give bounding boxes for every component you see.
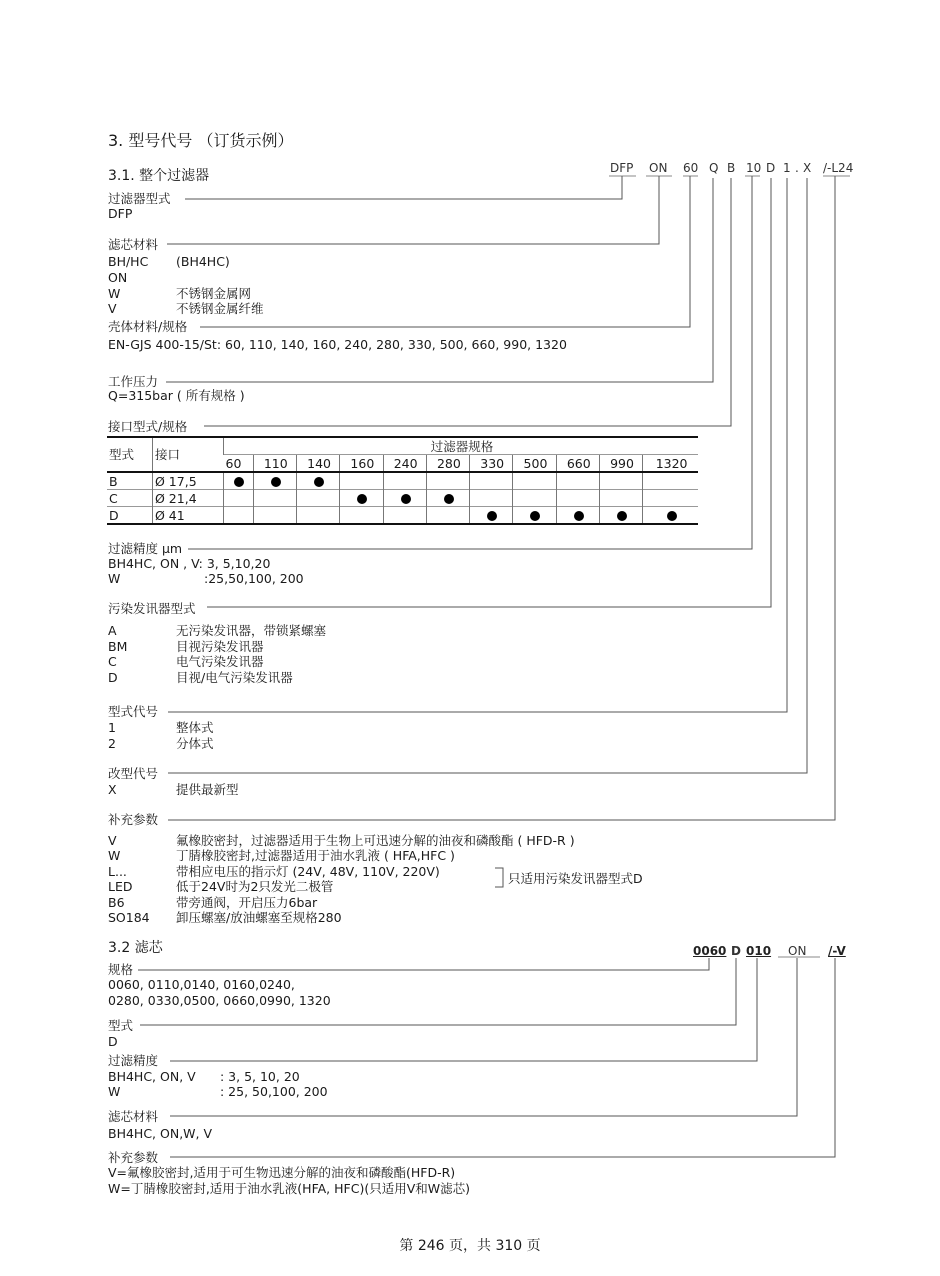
size-header: 110 — [253, 455, 296, 473]
value: 提供最新型 — [176, 782, 239, 797]
label: 滤芯材料 — [108, 237, 159, 252]
code-token: D — [766, 161, 776, 175]
value: :25,50,100, 200 — [204, 571, 304, 586]
label: 接口型式/规格 — [108, 419, 188, 434]
row-port: Ø 41 — [153, 507, 224, 525]
key: X — [108, 782, 117, 797]
value: : 3, 5, 10, 20 — [220, 1069, 300, 1084]
value: 不锈钢金属网 — [176, 286, 252, 301]
label: 补充参数 — [108, 812, 159, 827]
value: : 25, 50,100, 200 — [220, 1084, 328, 1099]
table-cell — [599, 507, 642, 525]
key: V — [108, 833, 117, 848]
table-cell — [340, 490, 383, 507]
table-cell — [513, 490, 556, 507]
table-cell — [383, 490, 426, 507]
table-cell — [253, 507, 296, 525]
table-cell — [224, 490, 254, 507]
code-token: 010 — [746, 944, 772, 958]
bracket-note: 只适用污染发讯器型式D — [508, 871, 643, 886]
table-row — [107, 472, 698, 490]
code-token: ON — [788, 944, 807, 958]
size-header: 500 — [513, 455, 556, 473]
key: 2 — [108, 736, 116, 751]
label: 过滤精度 — [108, 1053, 159, 1068]
connection-table — [107, 436, 698, 525]
subsection-title: 3.1. 整个过滤器 — [108, 168, 210, 184]
code-token: 60 — [683, 161, 699, 175]
subsection-title: 3.2 滤芯 — [108, 940, 163, 956]
key: C — [108, 654, 117, 669]
table-cell — [556, 472, 599, 490]
value: 0060, 0110,0140, 0160,0240, — [108, 977, 295, 992]
key: W — [108, 1084, 121, 1099]
label: 改型代号 — [108, 766, 159, 781]
label: 过滤器型式 — [108, 191, 171, 206]
value: 氟橡胶密封，过滤器适用于生物上可迅速分解的油夜和磷酸酯 ( HFD-R ) — [176, 833, 575, 848]
size-header: 1320 — [643, 455, 698, 473]
key: W — [108, 286, 121, 301]
key: L... — [108, 864, 127, 879]
size-header: 990 — [599, 455, 642, 473]
label: 规格 — [108, 962, 134, 977]
size-header: 660 — [556, 455, 599, 473]
code-token: ON — [649, 161, 668, 175]
availability-dot-icon — [667, 511, 677, 521]
table-row — [107, 490, 698, 507]
availability-dot-icon — [487, 511, 497, 521]
code-token: X — [803, 161, 812, 175]
value: 电气污染发讯器 — [176, 654, 264, 669]
value: BH4HC, ON , V: 3, 5,10,20 — [108, 556, 271, 571]
code-token: D — [731, 944, 741, 958]
label: 型式 — [108, 1018, 134, 1033]
table-cell — [643, 490, 698, 507]
table-row — [107, 507, 698, 525]
table-cell — [426, 472, 469, 490]
size-header: 330 — [470, 455, 513, 473]
key: BH/HC — [108, 254, 149, 269]
col-header-type: 型式 — [107, 437, 153, 472]
value: V=氟橡胶密封,适用于可生物迅速分解的油夜和磷酸酯(HFD-R) — [108, 1165, 456, 1180]
value: 无污染发讯器，带锁紧螺塞 — [176, 623, 327, 638]
value: (BH4HC) — [176, 254, 230, 269]
table-cell — [253, 490, 296, 507]
table-cell — [426, 490, 469, 507]
table-cell — [296, 507, 339, 525]
label: 污染发讯器型式 — [108, 601, 196, 616]
value: BH4HC, ON,W, V — [108, 1126, 213, 1141]
table-cell — [470, 490, 513, 507]
key: BH4HC, ON, V — [108, 1069, 196, 1084]
table-cell — [224, 507, 254, 525]
code-token: /-V — [828, 944, 846, 958]
value: 目视/电气污染发讯器 — [176, 670, 293, 685]
key: A — [108, 623, 117, 638]
key: W — [108, 571, 121, 586]
value: DFP — [108, 206, 133, 221]
availability-dot-icon — [530, 511, 540, 521]
table-cell — [426, 507, 469, 525]
key: B6 — [108, 895, 125, 910]
availability-dot-icon — [574, 511, 584, 521]
label: 壳体材料/规格 — [108, 319, 188, 334]
value: W=丁腈橡胶密封,适用于油水乳液(HFA, HFC)(只适用V和W滤芯) — [108, 1181, 470, 1196]
table-cell — [470, 507, 513, 525]
size-header: 140 — [296, 455, 339, 473]
table-cell — [383, 472, 426, 490]
label: 型式代号 — [108, 704, 159, 719]
table-cell — [513, 472, 556, 490]
availability-dot-icon — [444, 494, 454, 504]
availability-dot-icon — [271, 477, 281, 487]
size-header: 280 — [426, 455, 469, 473]
section-title: 3. 型号代号 （订货示例） — [108, 131, 294, 150]
table-cell — [556, 507, 599, 525]
table-cell — [599, 490, 642, 507]
key: LED — [108, 879, 133, 894]
table-cell — [643, 507, 698, 525]
size-header: 160 — [340, 455, 383, 473]
code-token: 0060 — [693, 944, 727, 958]
value: 丁腈橡胶密封,过滤器适用于油水乳液 ( HFA,HFC ) — [176, 848, 455, 863]
key: W — [108, 848, 121, 863]
availability-dot-icon — [617, 511, 627, 521]
row-port: Ø 21,4 — [153, 490, 224, 507]
value: 不锈钢金属纤维 — [176, 301, 264, 316]
table-cell — [253, 472, 296, 490]
table-cell — [340, 507, 383, 525]
table-cell — [340, 472, 383, 490]
code-token: DFP — [610, 161, 634, 175]
availability-dot-icon — [401, 494, 411, 504]
label: 工作压力 — [108, 374, 159, 389]
size-header: 60 — [224, 455, 254, 473]
value: 低于24V时为2只发光二极管 — [176, 879, 334, 894]
key: BM — [108, 639, 128, 654]
table-cell — [383, 507, 426, 525]
value: 目视污染发讯器 — [176, 639, 264, 654]
table-cell — [224, 472, 254, 490]
size-header: 240 — [383, 455, 426, 473]
table-cell — [296, 472, 339, 490]
key: 1 — [108, 720, 116, 735]
availability-dot-icon — [314, 477, 324, 487]
code-token: . — [795, 161, 799, 175]
table-cell — [556, 490, 599, 507]
value: 带旁通阀，开启压力6bar — [176, 895, 318, 910]
code-token: 10 — [746, 161, 762, 175]
label: 过滤精度 μm — [108, 541, 183, 556]
table-cell — [513, 507, 556, 525]
label: 补充参数 — [108, 1150, 159, 1165]
availability-dot-icon — [234, 477, 244, 487]
table-cell — [470, 472, 513, 490]
code-token: /-L24 — [823, 161, 854, 175]
value: 分体式 — [176, 736, 214, 751]
value: 整体式 — [176, 720, 214, 735]
table-cell — [599, 472, 642, 490]
row-type: D — [107, 507, 153, 525]
key: ON — [108, 270, 128, 285]
value: 0280, 0330,0500, 0660,0990, 1320 — [108, 993, 331, 1008]
table-cell — [296, 490, 339, 507]
value: D — [108, 1034, 118, 1049]
code-token: B — [727, 161, 736, 175]
row-type: C — [107, 490, 153, 507]
code-token: Q — [709, 161, 719, 175]
table-cell — [643, 472, 698, 490]
value: 卸压螺塞/放油螺塞至规格280 — [176, 910, 342, 925]
availability-dot-icon — [357, 494, 367, 504]
label: 滤芯材料 — [108, 1109, 159, 1124]
row-port: Ø 17,5 — [153, 472, 224, 490]
value: 带相应电压的指示灯 (24V, 48V, 110V, 220V) — [176, 864, 440, 879]
code-token: 1 — [783, 161, 791, 175]
page-footer: 第 246 页，共 310 页 — [399, 1238, 541, 1254]
row-type: B — [107, 472, 153, 490]
key: V — [108, 301, 117, 316]
value: EN-GJS 400-15/St: 60, 110, 140, 160, 240, 280, 330, 500, 660, 990, 1320 — [108, 337, 567, 352]
key: SO184 — [108, 910, 150, 925]
key: D — [108, 670, 118, 685]
col-header-sizes: 过滤器规格 — [224, 437, 699, 455]
value: Q=315bar ( 所有规格 ) — [108, 388, 245, 403]
col-header-port: 接口 — [153, 437, 224, 472]
